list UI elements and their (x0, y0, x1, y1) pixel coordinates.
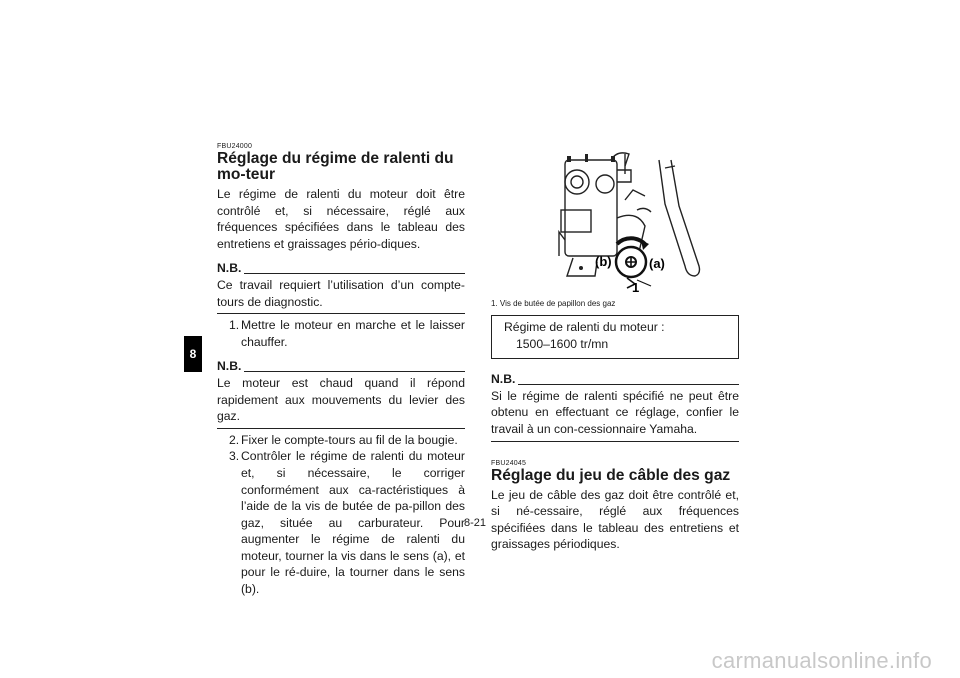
carburetor-figure (491, 140, 739, 296)
spec-box (491, 315, 739, 359)
note-text: Si le régime de ralenti spécifié ne peut être obtenu en effectuant ce réglage, confier le travail à un con-cessionnaire Yamaha. (491, 388, 739, 436)
step-text: Mettre le moteur en marche et le laisser chauffer. (241, 318, 465, 349)
step-number: 3. (229, 449, 240, 464)
list-item (217, 317, 465, 350)
note-rule (518, 384, 739, 385)
note-label: N.B. (217, 359, 242, 374)
step-text: Contrôler le régime de ralenti du moteur et, si nécessaire, le corriger conformément aux ca-ractéristiques à l’aide de la vis de butée de pa-pillon des gaz, située au carburateur. Pour augmenter le régime de ralenti du moteur, tourner la vis dans le sens (a), et pour le ré-duire, la tourner dans le sens (b). (241, 449, 465, 597)
note-text: Ce travail requiert l’utilisation d’un compte-tours de diagnostic. (217, 277, 465, 309)
note-end-rule (217, 313, 465, 314)
intro-paragraph: Le régime de ralenti du moteur doit être contrôlé et, si nécessaire, réglé aux fréquences spécifiées dans le tableau des entretiens et graissages pério-diques. (217, 187, 465, 251)
note-label: N.B. (491, 372, 516, 387)
chapter-tab: 8 (184, 336, 202, 372)
note-header (217, 260, 465, 277)
section-heading-throttle-cable: Réglage du jeu de câble des gaz (491, 466, 731, 484)
note-rule (244, 371, 465, 372)
step-number: 2. (229, 432, 240, 447)
throttle-cable-paragraph: Le jeu de câble des gaz doit être contrôlé et, si né-cessaire, réglé aux fréquences spécifiées dans le tableau des entretiens et graissages périodiques. (491, 487, 739, 552)
section-code: FBU24000 (217, 143, 253, 150)
step-number: 1. (229, 318, 240, 333)
note-end-rule (217, 428, 465, 429)
right-column (491, 140, 739, 553)
note-rule (244, 273, 465, 274)
note-label: N.B. (217, 261, 242, 276)
section-code: FBU24045 (491, 459, 527, 467)
note-header (217, 358, 465, 375)
left-column (217, 142, 465, 598)
figure-label-1: 1 (632, 280, 640, 295)
step-text: Fixer le compte-tours au fil de la bougie. (241, 432, 458, 447)
figure-caption: 1. Vis de butée de papillon des gaz (491, 299, 616, 308)
watermark: carmanualsonline.info (711, 648, 932, 673)
note-end-rule (491, 441, 739, 442)
page-number: 8-21 (464, 517, 487, 529)
steps-list (217, 432, 465, 598)
section-heading-idle-speed: Réglage du régime de ralenti du mo-teur (217, 150, 454, 183)
figure-label-a: (a) (649, 256, 665, 271)
list-item (217, 448, 465, 597)
steps-list (217, 317, 465, 350)
spec-label: Régime de ralenti du moteur : (504, 320, 665, 334)
carburetor-illustration (491, 140, 739, 296)
note-header (491, 371, 739, 388)
list-item (217, 432, 465, 449)
spec-value: 1500–1600 tr/mn (516, 336, 609, 351)
figure-label-b: (b) (595, 254, 612, 269)
note-text: Le moteur est chaud quand il répond rapidement aux mouvements du levier des gaz. (217, 375, 465, 424)
